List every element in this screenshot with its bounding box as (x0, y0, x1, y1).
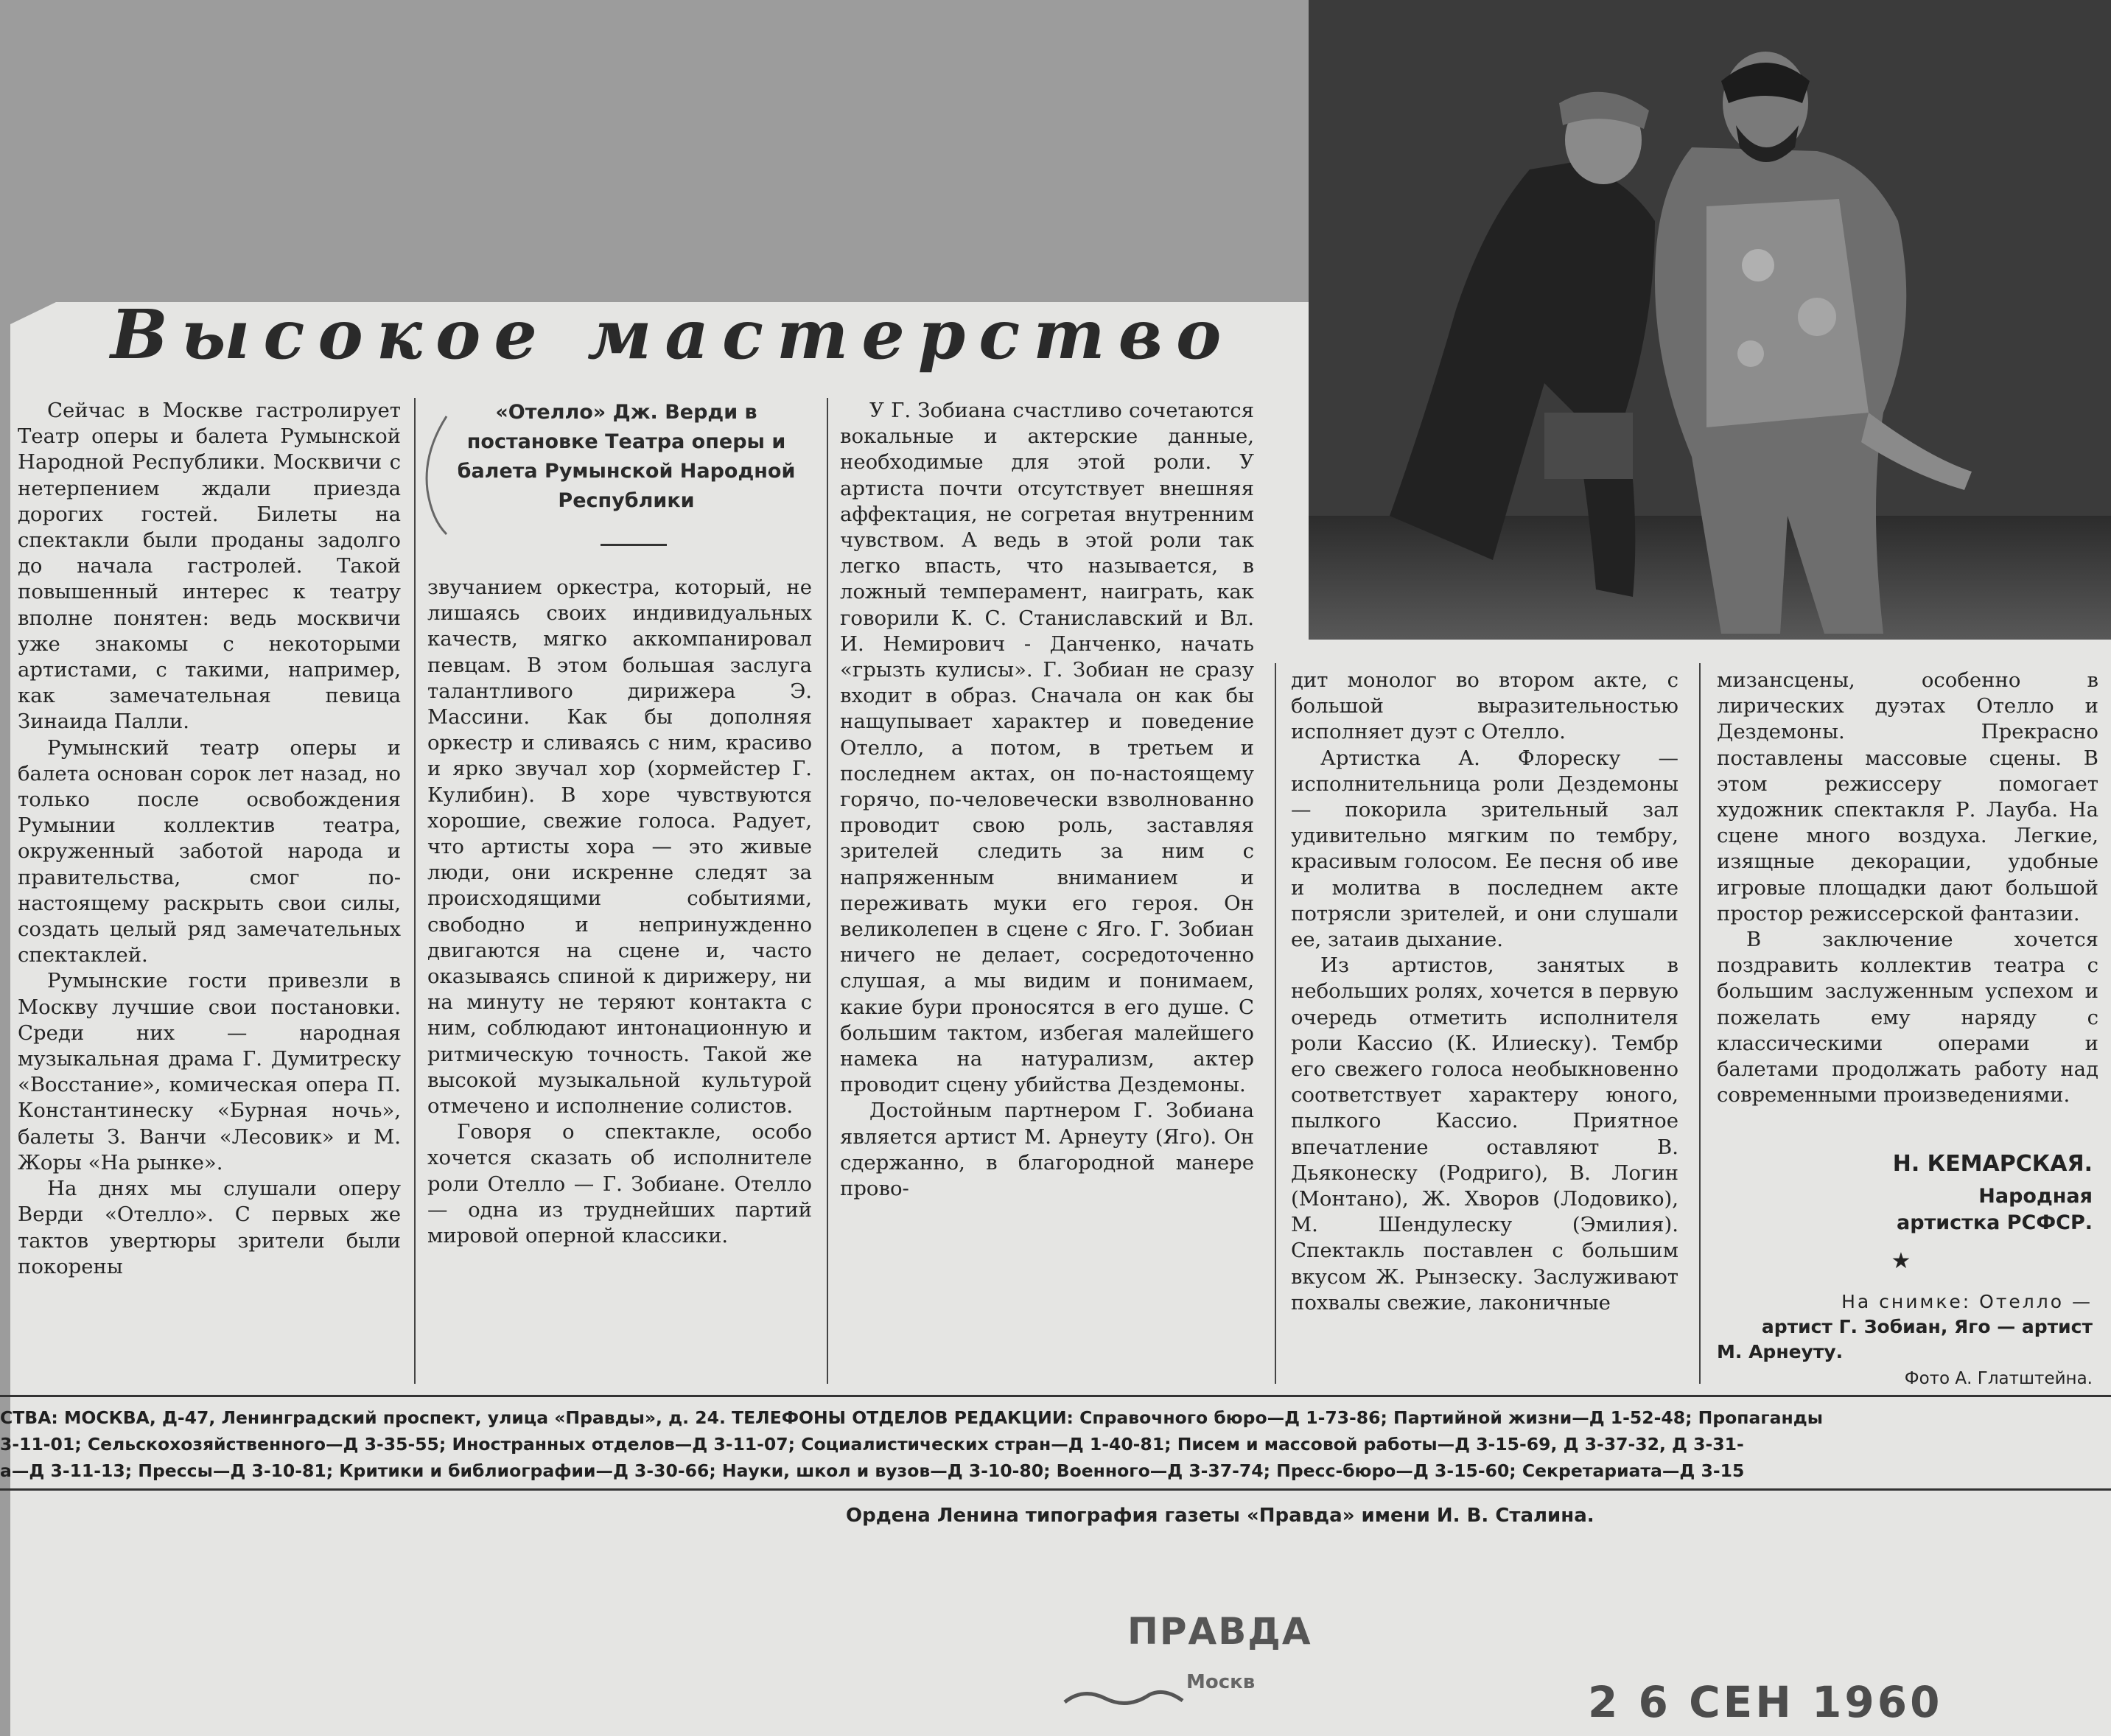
article-column-5 (1717, 668, 2098, 1108)
headline: Высокое мастерство (111, 295, 1235, 374)
subheadline-rule (601, 544, 667, 546)
paragraph: дит монолог во втором акте, с большой выразительностью исполняет дуэт с Отелло. (1291, 668, 1678, 744)
paragraph: Говоря о спектакле, особо хочется сказать об исполнителе роли Отелло — Г. Зобиане. Отелло — одна из труднейших партий мировой оперной классики. (427, 1120, 812, 1248)
column-rule (827, 398, 828, 1384)
paragraph: На днях мы слушали оперу Верди «Отелло». С первых же тактов увертюры зрители были покорены (18, 1177, 401, 1278)
stage-photo-illustration (1309, 0, 2111, 640)
paragraph: Румынские гости привезли в Москву лучшие свои постановки. Среди них — народная музыкальная драма Г. Думитреску «Восстание», комическая опера П. Константинеску «Бурная ночь», балеты З. Ванчи «Лесовик» и М. Жоры «На рынке». (18, 969, 401, 1175)
printer-imprint: Ордена Ленина типография газеты «Правда» имени И. В. Сталина. (846, 1505, 1594, 1527)
photo-credit: Фото А. Глатштейна. (1904, 1369, 2093, 1388)
author-title-line-2: артистка РСФСР. (1897, 1211, 2093, 1234)
article-column-1 (18, 398, 401, 1280)
stamp-newspaper-name: ПРАВДА (1127, 1610, 1312, 1653)
paragraph: В заключение хочется поздравить коллектив театра с большим заслуженным успехом и пожелать ему наряду с классическими операми и балетами продолжать работу над современными произведениями. (1717, 928, 2098, 1107)
article-column-4 (1291, 668, 1678, 1316)
paragraph: У Г. Зобиана счастливо сочетаются вокальные и актерские данные, необходимые для этой роли. У артиста почти отсутствует внешняя аффектация, не согретая внутренним чувством. А ведь в этой роли так легко впасть, что называется, в ложный темперамент, наиграть, как говорили К. С. Станиславский и Вл. И. Немирович - Данченко, начать «грызть кулисы». Г. Зобиан не сразу входит в образ. Сначала он как бы нащупывает характер и поведение Отелло, а потом, в третьем и последнем актах, он по-настоящему горячо, по-человечески взволнованно проводит свою роль, заставляя зрителей следить за ним с напряженным вниманием и переживать муки его героя. Он великолепен в сцене с Яго. Г. Зобиан ничего не делает, сосредоточенно слушая, а мы видим и понимаем, какие бури проносятся в его душе. С большим тактом, избегая малейшего намека на натурализм, актер проводит сцену убийства Дездемоны. (840, 399, 1254, 1097)
stamp-city: Москв (1186, 1671, 1256, 1693)
subheadline: «Отелло» Дж. Верди в постановке Театра оперы и балета Румынской Народной Республики (457, 401, 796, 512)
star-ornament: ★ (1891, 1248, 1911, 1274)
stage-photo (1309, 0, 2111, 640)
footer-rule-bottom (0, 1488, 2111, 1491)
photo-caption-line-2: артист Г. Зобиан, Яго — артист (1761, 1316, 2093, 1337)
article-column-2 (427, 575, 812, 1249)
stamp-date: 2 6 СЕН 1960 (1588, 1677, 1943, 1727)
photo-caption-line-3: М. Арнеуту. (1717, 1341, 1844, 1362)
author-title-line-1: Народная (1978, 1185, 2093, 1208)
paragraph: Достойным партнером Г. Зобиана является артист М. Арнеуту (Яго). Он сдержанно, в благородной манере прово- (840, 1099, 1254, 1201)
footer-address-line-1: СТВА: МОСКВА, Д-47, Ленинградский проспект, улица «Правды», д. 24. ТЕЛЕФОНЫ ОТДЕЛОВ РЕДАКЦИИ: Справочного бюро—Д 1-73-86; Партийной жизни—Д 1-52-48; Пропаганды (0, 1407, 1823, 1428)
author-name: Н. КЕМАРСКАЯ. (1892, 1151, 2093, 1177)
column-rule (414, 398, 416, 1384)
paragraph: мизансцены, особенно в лирических дуэтах Отелло и Дездемоны. Прекрасно поставлены массовые сцены. В этом режиссеру помогает художник спектакля Р. Лауба. На сцене много воздуха. Легкие, изящные декорации, удобные игровые площадки дают большой простор режиссерской фантазии. (1717, 668, 2098, 925)
footer-address-line-2: 3-11-01; Сельскохозяйственного—Д 3-35-55; Иностранных отделов—Д 3-11-07; Социалистических стран—Д 1-40-81; Писем и массовой работы—Д 3-15-69, Д 3-37-32, Д 3-31- (0, 1434, 1744, 1455)
article-column-3 (840, 398, 1254, 1202)
paragraph: звучанием оркестра, который, не лишаясь своих индивидуальных качеств, мягко аккомпанировал певцам. В этом большая заслуга талантливого дирижера Э. Массини. Как бы дополняя оркестр и сливаясь с ним, красиво и ярко звучал хор (хормейстер Г. Кулибин). В хоре чувствуются хорошие, свежие голоса. Радует, что артисты хора — это живые люди, они искренне следят за происходящими событиями, свободно и непринужденно двигаются на сцене и, часто оказываясь спиной к дирижеру, ни на минуту не теряют контакта с ним, соблюдают интонационную и ритмическую точность. Такой же высокой музыкальной культурой отмечено и исполнение солистов. (427, 575, 812, 1119)
paragraph: Артистка А. Флореску — исполнительница роли Дездемоны — покорила зрительный зал удивительно мягким по тембру, красивым голосом. Ее песня об иве и молитва в последнем акте потрясли зрителей, и они слушали ее, затаив дыхание. (1291, 746, 1678, 952)
footer-rule-top (0, 1395, 2111, 1397)
paragraph: Из артистов, занятых в небольших ролях, хочется в первую очередь отметить исполнителя роли Кассио (К. Илиеску). Тембр его свежего голоса необыкновенно соответствует характеру юного, пылкого Кассио. Приятное впечатление оставляют В. Дьяконеску (Родриго), В. Логин (Монтано), Ж. Хворов (Лодовико), М. Шендулеску (Эмилия). Спектакль поставлен с большим вкусом Ж. Рынзеску. Заслуживают похвалы свежие, лаконичные (1291, 953, 1678, 1315)
column-rule (1699, 663, 1701, 1384)
footer-address-line-3: а—Д 3-11-13; Прессы—Д 3-10-81; Критики и библиографии—Д 3-30-66; Науки, школ и вузов—Д 3-10-80; Военного—Д 3-37-74; Пресс-бюро—Д 3-15-60; Секретариата—Д 3-15 (0, 1460, 1745, 1481)
photo-caption-line-1: На снимке: Отелло — (1841, 1291, 2093, 1312)
column-rule (1275, 663, 1276, 1384)
paragraph: Сейчас в Москве гастролирует Театр оперы и балета Румынской Народной Республики. Москвичи с нетерпением ждали приезда дорогих гостей. Билеты на спектакли были проданы задолго до начала гастролей. Такой повышенный интерес к театру вполне понятен: ведь москвичи уже знакомы с некоторыми артистами, с такими, например, как замечательная певица Зинаида Палли. (18, 399, 401, 734)
paragraph: Румынский театр оперы и балета основан сорок лет назад, но только после освобождения Румынии коллектив театра, окруженный заботой народа и правительства, смог по-настоящему раскрыть свои силы, создать целый ряд замечательных спектаклей. (18, 735, 401, 967)
stamp-scribble (1061, 1673, 1186, 1717)
